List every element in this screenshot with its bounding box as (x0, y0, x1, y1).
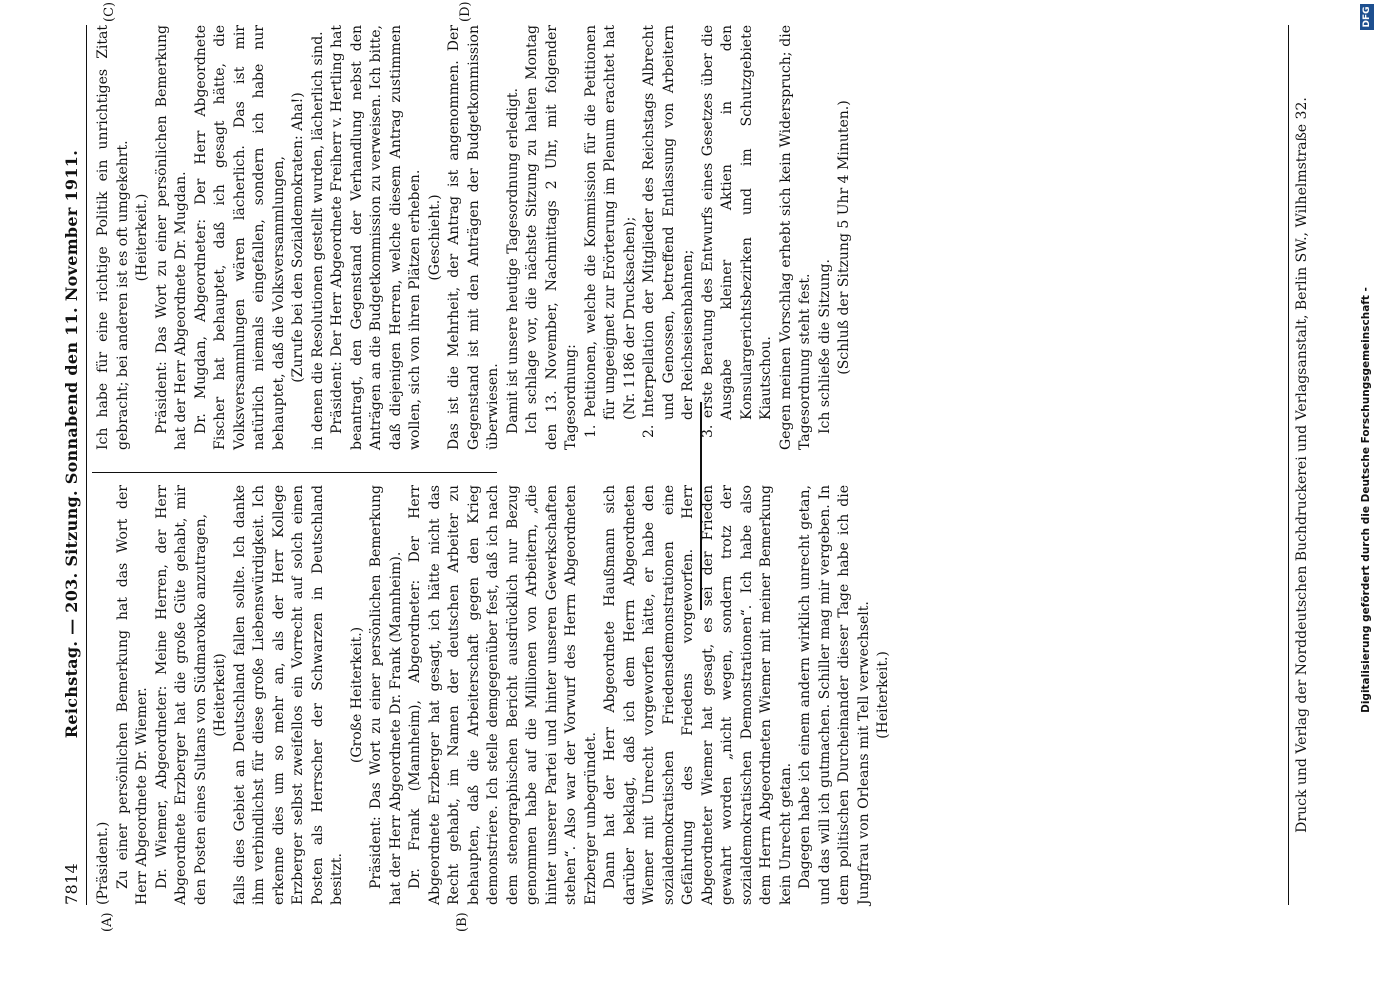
imprint: Druck und Verlag der Norddeutschen Buchdruckerei und Verlagsanstalt, Berlin SW., Wilhelmstraße 32. (1294, 97, 1310, 833)
interjection: (Heiterkeit.) (134, 193, 150, 282)
interjection: (Große Heiterkeit.) (348, 626, 365, 764)
agenda-item: 3. erste Beratung des Entwurfs eines Gesetzes über die Ausgabe kleiner Aktien in den Konsulargerichtsbezirken und im Schutzgebiete Kiautschou. (699, 25, 774, 438)
paragraph: Ich schlage vor, die nächste Sitzung zu halten Montag den 13. November, Nachmittags 2 Uhr, mit folgender Tagesordnung: (524, 25, 579, 450)
left-column (94, 485, 894, 905)
margin-marker-a: (A) (100, 912, 115, 932)
interjection: (Zurufe bei den Sozialdemokraten: Aha!) (290, 92, 306, 383)
session-end-note: (Schluß der Sitzung 5 Uhr 4 Minuten.) (836, 100, 852, 375)
header-rule (86, 25, 87, 905)
paragraph: Dr. Mugdan, Abgeordneter: Der Herr Abgeordnete Fischer hat behauptet, daß ich gesagt hätte, die Volksversammlungen wären lächerlich. Das ist mir natürlich niemals eingefallen, sondern ich habe nur behauptet, daß die Volksversammlungen, (192, 25, 287, 450)
margin-marker-c: (C) (102, 1, 117, 22)
paragraph: in denen die Resolutionen gestellt wurden, lächerlich sind. (309, 31, 326, 450)
footer-rule (1288, 25, 1289, 905)
right-column (94, 25, 855, 450)
paragraph: Damit ist unsere heutige Tagesordnung erledigt. (504, 88, 521, 434)
column-divider (92, 472, 497, 473)
paragraph: Dr. Wiemer, Abgeordneter: Meine Herren, der Herr Abgeordnete Erzberger hat die große Güte gehabt, mir den Posten eines Sultans von Südmarokko anzutragen, (153, 485, 209, 905)
margin-marker-d: (D) (458, 1, 473, 22)
paragraph: Dr. Frank (Mannheim), Abgeordneter: Der Herr Abgeordnete Erzberger hat gesagt, ich hätte nicht das Recht gehabt, im Namen der deutschen Arbeiter zu behaupten, daß die Arbeiterschaft gegen den Krieg demonstriere. Ich stelle demgegenüber fest, daß ich nach dem stenographischen Bericht ausdrücklich nur Bezug genommen habe auf die Millionen von Arbeitern, „die hinter unserer Partei und hinter unseren Gewerkschaften stehen“. Also war der Vorwurf des Herrn Abgeordneten Erzberger unbegründet. (407, 485, 599, 905)
agenda-item: 2. Interpellation der Mitglieder des Reichstags Albrecht und Genossen, betreffend Entlassung von Arbeitern der Reichseisenbahnen; (641, 25, 696, 438)
paragraph: Präsident: Der Herr Abgeordnete Freiherr v. Hertling hat beantragt, den Gegenstand der Verhandlung nebst den Anträgen an die Budgetkommission zu verweisen. Ich bitte, daß diejenigen Herren, welche diesem Antrag zustimmen wollen, sich von ihren Plätzen erheben. (329, 25, 423, 450)
margin-marker-b: (B) (455, 912, 470, 932)
interjection: (Heiterkeit) (212, 653, 228, 737)
header-title: Reichstag. — 203. Sitzung. Sonnabend den 11. November 1911. (61, 149, 81, 739)
dfg-logo: DFG (1360, 4, 1374, 30)
digitization-note: Digitalisierung gefördert durch die Deutsche Forschungsgemeinschaft - (1360, 287, 1372, 713)
paragraph: falls dies Gebiet an Deutschland fallen sollte. Ich danke ihm verbindlichst für diese große Liebenswürdigkeit. Ich erkenne dies um so mehr an, als der Herr Kollege Erzberger selbst zweifellos ein Vorrecht auf solch einen Posten als Herrscher der Schwarzen in Deutschland besitzt. (231, 485, 345, 905)
paragraph: Dagegen habe ich einem andern wirklich unrecht getan, und das will ich gutmachen. Schiller mag mir vergeben. In dem politischen Durcheinander dieser Tage habe ich die Jungfrau von Orleans mit Tell verwechselt. (797, 485, 872, 905)
interjection: (Heiterkeit.) (875, 651, 891, 739)
section-rule (700, 402, 702, 610)
paragraph: Präsident: Das Wort zu einer persönlichen Bemerkung hat der Herr Abgeordnete Dr. Frank (Mannheim). (368, 485, 404, 905)
paragraph: Ich schließe die Sitzung. (816, 259, 833, 434)
paragraph: Das ist die Mehrheit, der Antrag ist angenommen. Der Gegenstand ist mit den Anträgen der Budgetkommission überwiesen. (446, 25, 501, 450)
speaker-note: (Präsident.) (95, 821, 111, 905)
running-header (58, 25, 84, 905)
page-number: 7814 (61, 863, 81, 905)
paragraph: Ich habe für eine richtige Politik ein unrichtiges Zitat gebracht; bei anderen ist es oft umgekehrt. (95, 25, 131, 450)
paragraph: Präsident: Das Wort zu einer persönlichen Bemerkung hat der Herr Abgeordnete Dr. Mugdan. (153, 25, 189, 450)
paragraph: Gegen meinen Vorschlag erhebt sich kein Widerspruch; die Tagesordnung steht fest. (777, 25, 813, 450)
agenda-item: 1. Petitionen, welche die Kommission für die Petitionen für ungeeignet zur Erörterung im Plenum erachtet hat (Nr. 1186 der Drucksachen); (582, 25, 638, 438)
paragraph: Dann hat der Herr Abgeordnete Haußmann sich darüber beklagt, daß ich dem Herrn Abgeordneten Wiemer mit Unrecht vorgeworfen hätte, er habe den sozialdemokratischen Friedensdemonstrationen eine Gefährdung des Friedens vorgeworfen. Herr Abgeordneter Wiemer hat gesagt, es sei der Frieden gewahrt worden „nicht wegen, sondern trotz der sozialdemokratischen Demonstrationen“. Ich habe also dem Herrn Abgeordneten Wiemer mit meiner Bemerkung kein Unrecht getan. (602, 485, 794, 905)
interjection: (Geschieht.) (426, 194, 443, 281)
paragraph: Zu einer persönlichen Bemerkung hat das Wort der Herr Abgeordnete Dr. Wiemer. (114, 485, 150, 905)
